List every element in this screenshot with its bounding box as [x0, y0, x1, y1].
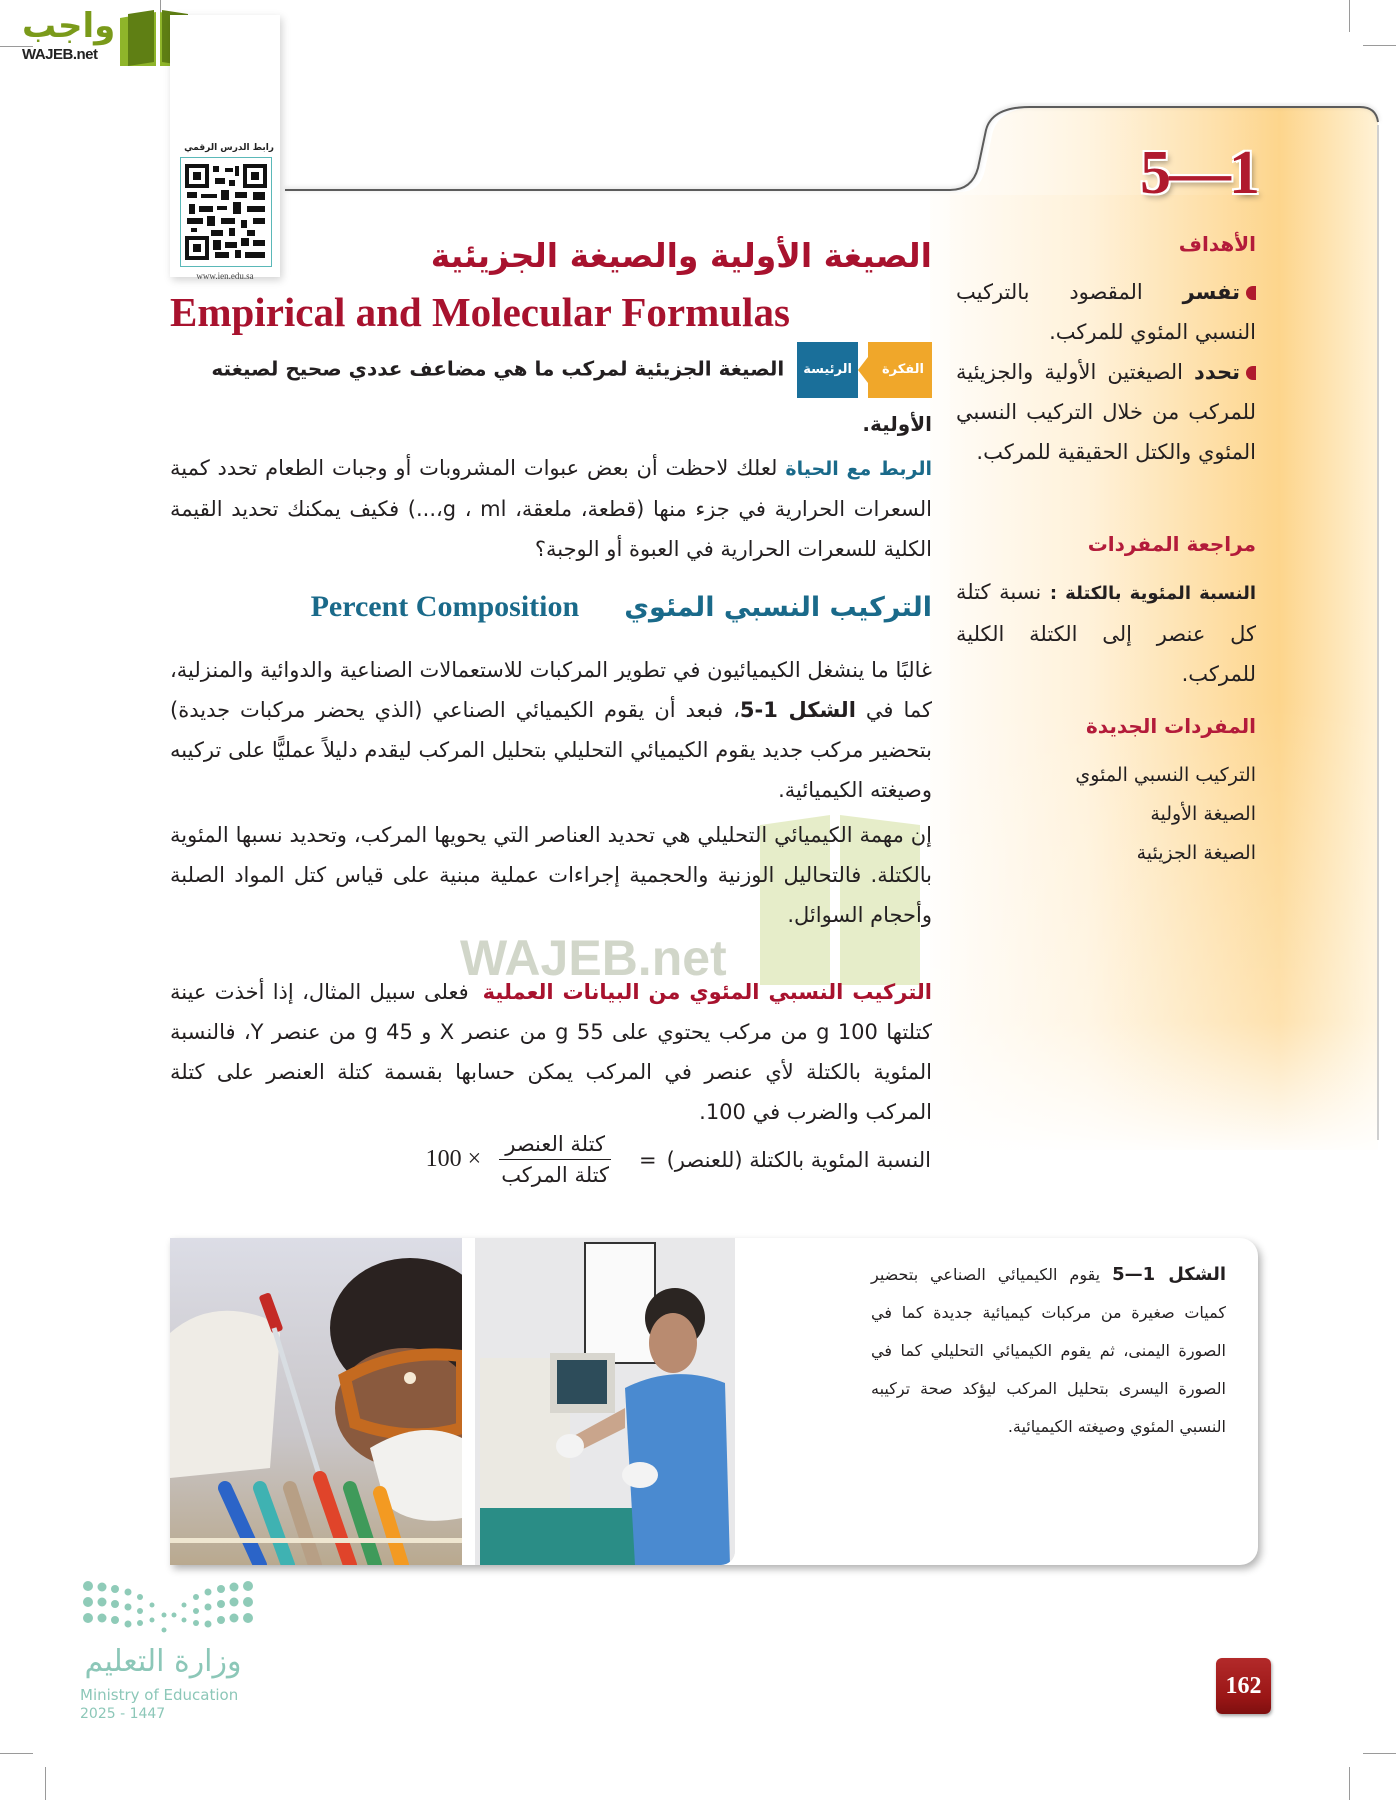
- objective-text: الصيغتين الأولية والجزيئية للمركب من خلال التركيب النسبي المئوي والكتل الحقيقية للمركب.: [956, 360, 1256, 464]
- new-vocab-heading: المفردات الجديدة: [1086, 714, 1256, 738]
- wajeb-logo-arabic: واجب: [22, 6, 116, 46]
- formula-multiplier: 100 ×: [425, 1146, 482, 1172]
- figure-5-1: [170, 1238, 1258, 1565]
- formula-numerator: كتلة العنصر: [499, 1132, 611, 1160]
- qr-label: رابط الدرس الرقمي: [184, 143, 274, 153]
- new-vocab-item[interactable]: التركيب النسبي المئوي: [1075, 764, 1256, 786]
- analytical-chemist-lab-photo: [475, 1238, 735, 1565]
- section-heading-arabic: التركيب النسبي المئوي: [624, 592, 932, 623]
- lesson-title-arabic: الصيغة الأولية والصيغة الجزيئية: [430, 236, 932, 275]
- paragraph-1-text: غالبًا ما ينشغل الكيميائيون في تطوير المركبات للاستعمالات الصناعية والدوائية والمنزلية، كما في: [170, 658, 932, 722]
- crop-mark: [45, 1767, 46, 1800]
- real-world-lead: الربط مع الحياة: [785, 458, 933, 480]
- vocab-review-heading: مراجعة المفردات: [1087, 532, 1256, 556]
- objective-1: [956, 272, 1256, 352]
- main-idea-text: الصيغة الجزيئية لمركب ما هي مضاعف عددي صحيح لصيغته الأولية.: [211, 356, 932, 436]
- ministry-dots-icon: [78, 1578, 258, 1640]
- percent-by-mass-formula: [426, 1132, 931, 1187]
- bullet-icon: [1246, 286, 1256, 300]
- chevron-left-icon: [858, 357, 868, 383]
- ministry-name-arabic: وزارة التعليم: [84, 1644, 242, 1679]
- edition-year: 2025 - 1447: [80, 1706, 166, 1722]
- wajeb-logo-english: WAJEB.net: [22, 46, 98, 63]
- objective-text: المقصود بالتركيب النسبي المئوي للمركب.: [956, 280, 1256, 344]
- paragraph-3: [170, 972, 932, 1132]
- ministry-name-english: Ministry of Education: [80, 1686, 239, 1704]
- section-heading: [170, 590, 932, 624]
- formula-equals: =: [639, 1147, 657, 1172]
- paragraph-3-text: فعلى سبيل المثال، إذا أخذت عينة كتلتها g 100 من مركب يحتوي على g 55 من عنصر X و g 45 من عنصر Y، فالنسبة المئوية بالكتلة لأي عنصر في المركب يمكن حسابها بقسمة كتلة العنصر على كتلة المركب والضرب في 100.: [170, 980, 932, 1124]
- crop-mark: [1349, 1767, 1350, 1800]
- real-world-paragraph: [170, 448, 932, 569]
- objective-2: [956, 352, 1256, 472]
- main-idea-badge-2: الرئيسة: [797, 342, 858, 398]
- crop-mark: [1363, 1753, 1396, 1754]
- crop-mark: [0, 1753, 33, 1754]
- new-vocab-list: [956, 756, 1256, 873]
- paragraph-2: إن مهمة الكيميائي التحليلي هي تحديد العناصر التي يحويها المركب، وتحديد نسبها المئوية بالكتلة. فالتحاليل الوزنية والحجمية إجراءات عملية مبنية على قياس كتل المواد الصلبة وأحجام السوائل.: [170, 823, 932, 927]
- figure-caption: [871, 1256, 1226, 1446]
- formula-denominator: كتلة المركب: [501, 1163, 609, 1187]
- lesson-title-english: Empirical and Molecular Formulas: [170, 289, 790, 335]
- paragraph-1-text-cont: ، فبعد أن يقوم الكيميائي الصناعي (الذي يحضر مركبات جديدة) بتحضير مركب جديد يقوم الكيميائي التحليلي بتحليل المركب ليقدم دليلاً عمليًّا على تركيبه وصيغته الكيميائية.: [170, 698, 932, 802]
- qr-url[interactable]: www.ien.edu.sa: [196, 271, 254, 281]
- section-number: 5—1: [1140, 139, 1258, 207]
- paragraph-1: [170, 650, 932, 810]
- vocab-review-term: النسبة المئوية بالكتلة :: [1049, 583, 1256, 604]
- formula-fraction: [495, 1132, 615, 1187]
- figure-label: الشكل 1—5: [1112, 1264, 1227, 1285]
- section-heading-english: Percent Composition: [310, 590, 580, 623]
- figure-caption-text: يقوم الكيميائي الصناعي بتحضير كميات صغيرة من مركبات كيميائية جديدة كما في الصورة اليمنى، ثم يقوم الكيميائي التحليلي كما في الصورة اليسرى بتحليل المركب ليؤكد صحة تركيبه النسبي المئوي وصيغته الكيميائية.: [871, 1265, 1226, 1436]
- page-number: 162: [1216, 1658, 1271, 1714]
- main-idea: [170, 342, 932, 450]
- vocab-review-text: نسبة كتلة كل عنصر إلى الكتلة الكلية للمركب.: [956, 580, 1256, 686]
- figure-reference-link[interactable]: الشكل 1-5: [739, 698, 856, 722]
- chemist-with-test-tubes-photo: [170, 1238, 462, 1565]
- objective-verb: تفسر: [1182, 280, 1240, 304]
- main-idea-badge: الفكرة: [868, 342, 932, 398]
- objective-verb: تحدد: [1194, 360, 1240, 384]
- new-vocab-item[interactable]: الصيغة الأولية: [1150, 803, 1256, 825]
- paragraph-3-lead: التركيب النسبي المئوي من البيانات العملية: [482, 980, 932, 1004]
- formula-lhs: النسبة المئوية بالكتلة (للعنصر): [666, 1147, 931, 1172]
- real-world-text: لعلك لاحظت أن بعض عبوات المشروبات أو وجبات الطعام تحدد كمية السعرات الحرارية في جزء منها (قطعة، ملعقة، g ، ml،...) فكيف يمكنك تحديد القيمة الكلية للسعرات الحرارية في العبوة أو الوجبة؟: [170, 456, 932, 561]
- new-vocab-item[interactable]: الصيغة الجزيئية: [1136, 842, 1256, 864]
- bullet-icon: [1246, 366, 1256, 380]
- ministry-of-education-logo: [78, 1578, 258, 1728]
- vocab-review-definition: [956, 572, 1256, 694]
- svg-text:WAJEB.net: WAJEB.net: [460, 930, 727, 985]
- objectives-heading: الأهداف: [1178, 232, 1256, 256]
